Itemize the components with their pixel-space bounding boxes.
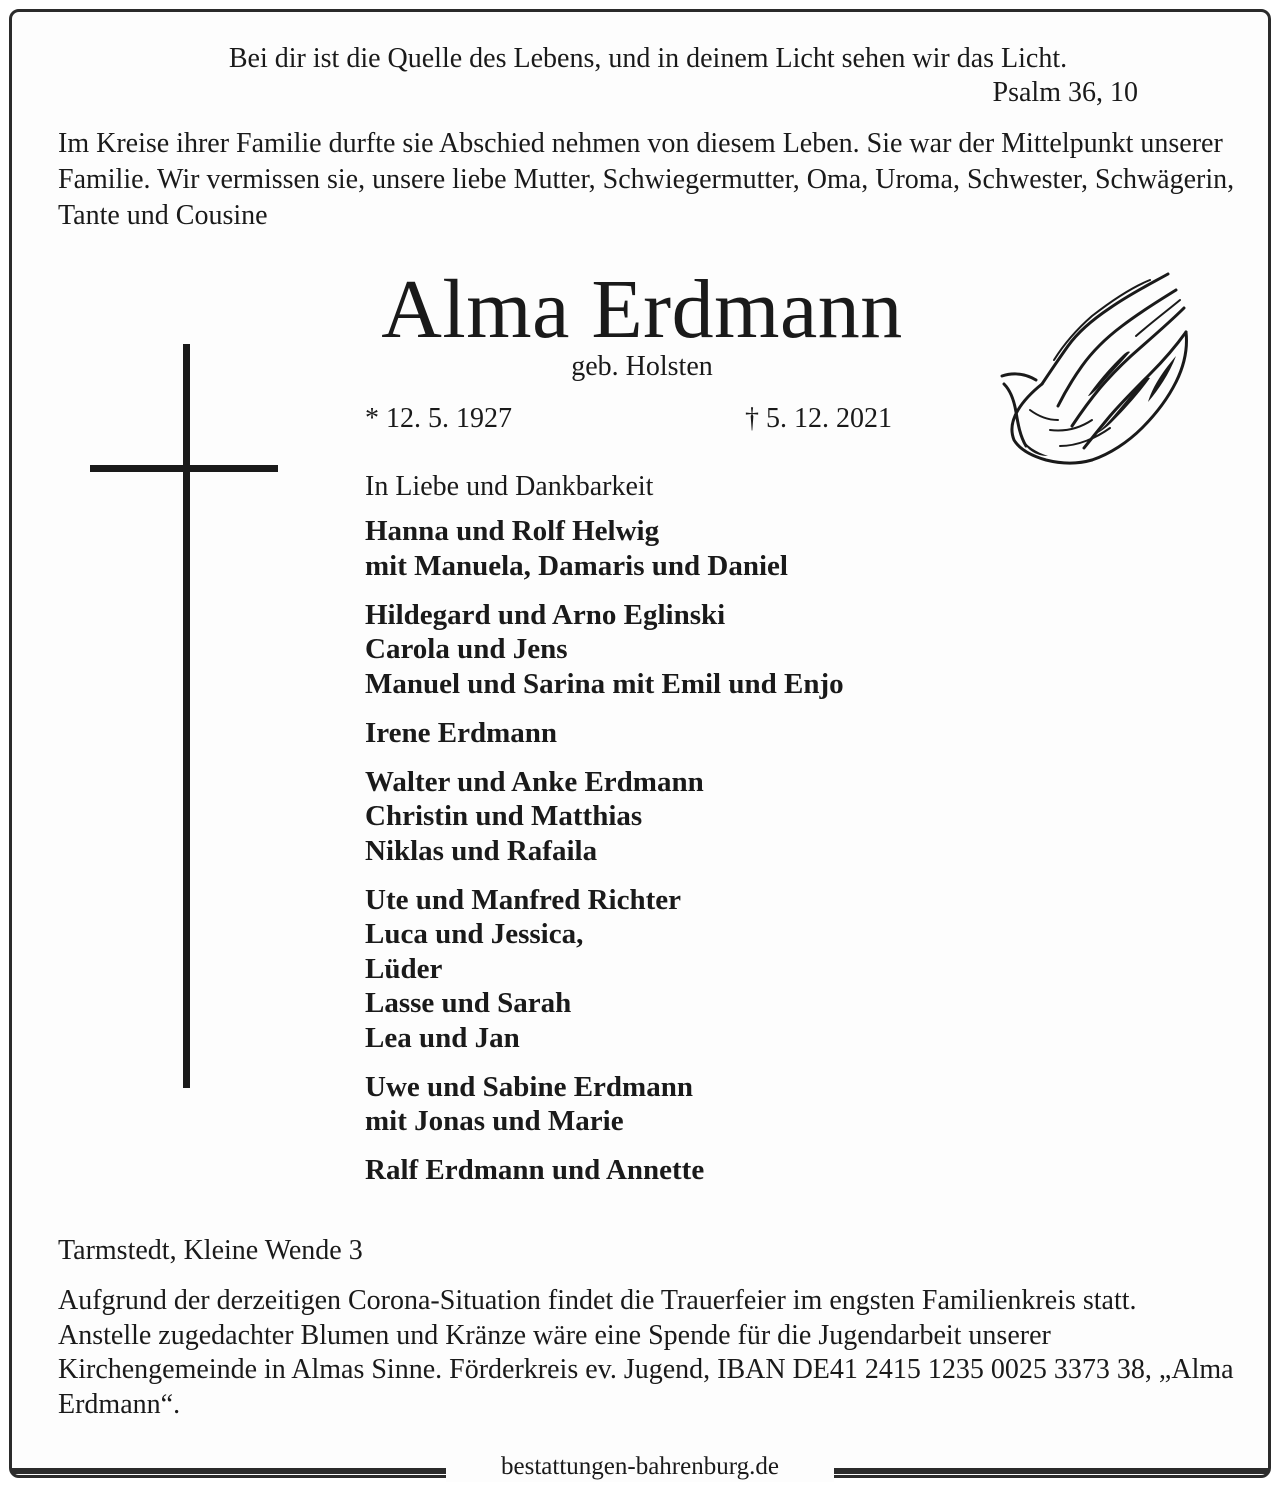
funeral-home-website: bestattungen-bahrenburg.de: [446, 1452, 834, 1482]
mourner-line: Hanna und Rolf Helwig: [365, 515, 660, 547]
deceased-name: Alma Erdmann: [381, 263, 903, 356]
cross-icon: [183, 344, 190, 1088]
family-group: [365, 1153, 844, 1188]
mourner-line: Lea und Jan: [365, 1021, 520, 1054]
birth-date: * 12. 5. 1927: [365, 403, 512, 434]
family-group: [365, 598, 844, 702]
mourner-line: Uwe und Sabine Erdmann: [365, 1070, 693, 1103]
mourner-line: Ute und Manfred Richter: [365, 883, 682, 916]
bible-verse-reference: Psalm 36, 10: [992, 77, 1138, 108]
family-group: [365, 514, 844, 583]
intro-text: Im Kreise ihrer Familie durfte sie Abschied nehmen von diesem Leben. Sie war der Mittelpunkt unserer Familie. Wir vermissen sie, unsere liebe Mutter, Schwiegermutter, Oma, Uroma, Schwester, Schwägerin, Tante und Cousine: [58, 128, 1235, 231]
mourner-line: Carola und Jens: [365, 633, 568, 665]
maiden-name: geb. Holsten: [571, 351, 713, 382]
praying-hands-icon: [980, 260, 1202, 480]
family-group: [365, 765, 844, 869]
funeral-notice: Aufgrund der derzeitigen Corona-Situation findet die Trauerfeier im engsten Familienkreis statt.: [58, 1285, 1137, 1316]
footer-rule-left: [12, 1468, 446, 1474]
death-date: † 5. 12. 2021: [745, 403, 892, 434]
mourner-line: Niklas und Rafaila: [365, 834, 598, 867]
dedication-line: In Liebe und Dankbarkeit: [365, 471, 654, 502]
address: Tarmstedt, Kleine Wende 3: [58, 1235, 363, 1266]
mourner-line: Luca und Jessica,: [365, 918, 584, 950]
family-group: [365, 883, 844, 1056]
mourner-line: Lüder: [365, 952, 443, 985]
mourner-line: Manuel und Sarina mit Emil und Enjo: [365, 667, 844, 700]
mourner-line: Walter und Anke Erdmann: [365, 765, 704, 798]
donation-notice: Anstelle zugedachter Blumen und Kränze wäre eine Spende für die Jugendarbeit unserer Kirchengemeinde in Almas Sinne. Förderkreis ev. Jugend, IBAN DE41 2415 1235 0025 3373 38, „Alma Erdmann“.: [58, 1319, 1234, 1420]
mourner-line: Hildegard und Arno Eglinski: [365, 598, 726, 631]
closing-text: [58, 1284, 1248, 1422]
cross-icon-bar: [90, 465, 278, 472]
mourners-list: [365, 514, 844, 1202]
mourner-line: Lasse und Sarah: [365, 987, 572, 1019]
family-group: [365, 1070, 844, 1139]
mourner-line: Ralf Erdmann und Annette: [365, 1154, 705, 1186]
mourner-line: mit Manuela, Damaris und Daniel: [365, 549, 788, 582]
footer-rule-right: [834, 1468, 1268, 1474]
bible-verse: Bei dir ist die Quelle des Lebens, und in deinem Licht sehen wir das Licht.: [228, 43, 1068, 74]
obituary-notice: [9, 9, 1271, 1478]
mourner-line: Christin und Matthias: [365, 800, 643, 832]
mourner-line: Irene Erdmann: [365, 716, 558, 749]
family-group: [365, 716, 844, 751]
mourner-line: mit Jonas und Marie: [365, 1105, 624, 1137]
